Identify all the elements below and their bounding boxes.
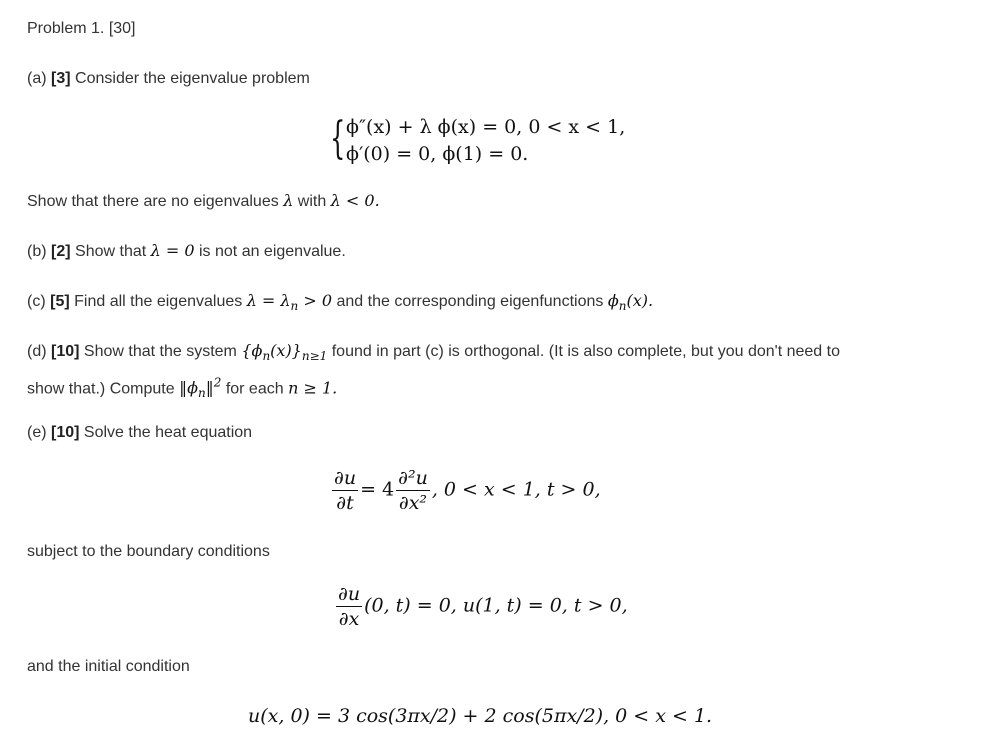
part-a-show-lambda: λ	[283, 191, 294, 210]
part-b-text-before: Show that	[75, 243, 147, 260]
heat-equals: = 4	[360, 478, 395, 501]
system-brace: {	[330, 113, 346, 164]
part-d-points: [10]	[51, 343, 80, 360]
heat-domain: , 0 < x < 1, t > 0,	[431, 478, 601, 501]
part-d-text-before: Show that the system	[83, 343, 237, 360]
part-d-line2-before: show that.) Compute	[27, 380, 175, 398]
boundary-conditions	[334, 583, 628, 630]
bc-rest: (0, t) = 0, u(1, t) = 0, t > 0,	[364, 594, 628, 617]
part-d-line-1	[27, 341, 840, 366]
eigen-equation-2: ϕ′(0) = 0, ϕ(1) = 0.	[346, 143, 529, 165]
problem-heading: Problem 1. [30]	[27, 20, 136, 37]
eigen-equation-1: ϕ″(x) + λ ϕ(x) = 0, 0 < x < 1,	[346, 116, 626, 138]
part-c-label: (c)	[27, 293, 46, 310]
part-c	[27, 291, 653, 316]
heat-frac-space: $\frac{\text{∂²u}}{\text{∂x²}}$	[398, 467, 428, 514]
part-d-line2-mid: for each	[225, 380, 284, 398]
part-d-line-2	[27, 373, 337, 404]
part-a-text: Consider the eigenvalue problem	[75, 70, 310, 87]
ic-intro: and the initial condition	[27, 658, 190, 675]
part-c-text-before: Find all the eigenvalues	[74, 293, 243, 310]
ic-equation: u(x, 0) = 3 cos(3πx/2) + 2 cos(5πx/2), 0 < x < 1.	[248, 705, 713, 727]
part-b-label: (b)	[27, 243, 47, 260]
part-a-label: (a)	[27, 70, 47, 87]
part-a-show-mid: with	[293, 193, 331, 210]
part-b	[27, 241, 346, 262]
bc-frac: $\frac{\partial u}{\partial x}$	[338, 583, 361, 630]
part-e-label: (e)	[27, 424, 47, 441]
part-a-show	[27, 191, 380, 212]
heat-frac-time: $\frac{\partial u}{\partial t}$	[334, 467, 357, 514]
bc-intro: subject to the boundary conditions	[27, 543, 270, 560]
part-d-label: (d)	[27, 343, 47, 360]
part-e-text: Solve the heat equation	[83, 424, 253, 441]
part-c-text-mid: and the corresponding eigenfunctions	[336, 293, 604, 310]
part-b-points: [2]	[51, 243, 71, 260]
part-a-show-text: Show that there are no eigenvalues	[27, 193, 279, 210]
part-d-system-math: $\{\phi_n(x)\}_{n\ge 1}$	[241, 341, 328, 364]
part-c-eigenfunction-math: $\phi_n(x)$.	[607, 291, 654, 314]
part-a-show-condition: λ < 0.	[330, 191, 380, 210]
part-d-text-after: found in part (c) is orthogonal. (It is also complete, but you don't need to	[331, 343, 840, 360]
part-c-eigenvalue-math: $\lambda = \lambda_n > 0$	[246, 291, 333, 314]
initial-condition	[248, 705, 712, 727]
part-d-norm-math: $‖\phi_n‖^2$	[179, 376, 222, 401]
part-b-text-after: is not an eigenvalue.	[199, 243, 346, 260]
part-b-math: λ = 0	[150, 241, 195, 260]
part-a-intro	[27, 69, 310, 89]
part-e-intro	[27, 423, 252, 443]
part-d-n-condition: n ≥ 1.	[288, 378, 338, 398]
heat-equation	[330, 467, 601, 514]
part-e-points: [10]	[51, 424, 80, 441]
part-c-points: [5]	[50, 293, 70, 310]
part-a-points: [3]	[51, 70, 71, 87]
